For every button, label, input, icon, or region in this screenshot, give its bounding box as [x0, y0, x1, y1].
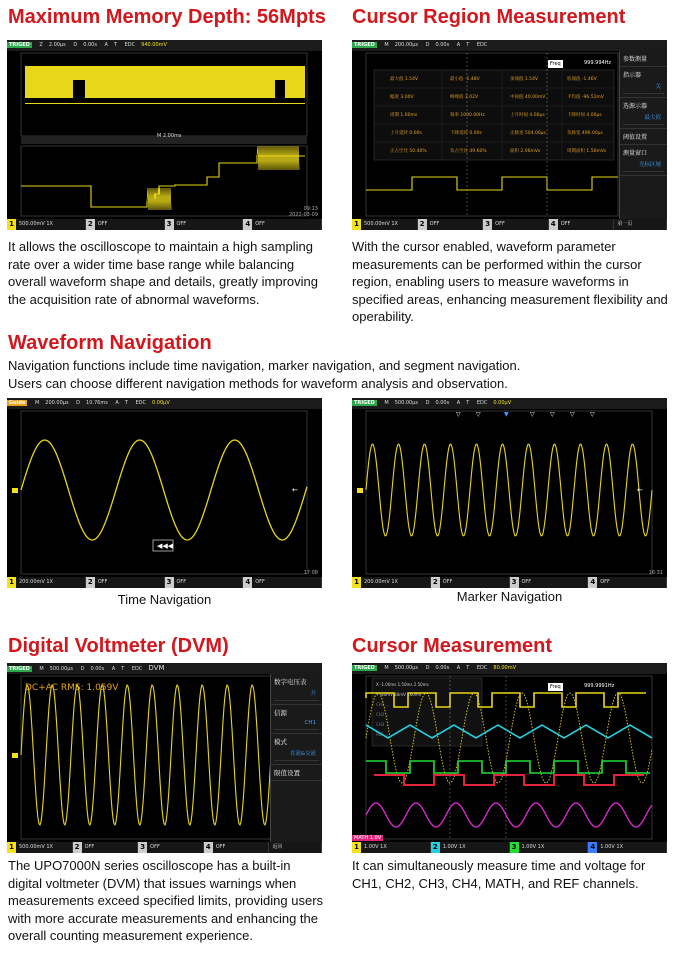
dvm-readout: DC+AC RMS: 1.059V: [25, 683, 119, 693]
time-navigation-screen: [7, 398, 322, 588]
svg-text:上升时间 4.00μs: 上升时间 4.00μs: [510, 113, 545, 118]
timestamp: 09:13 2022-03-09: [288, 206, 318, 218]
marker-navigation-screen: [352, 398, 667, 588]
svg-text:幅度 3.00V: 幅度 3.00V: [390, 95, 414, 100]
menu-source[interactable]: 选源示器 最大值: [620, 98, 667, 129]
channel-1[interactable]: 1 200.00mV 1X: [7, 577, 86, 588]
channel-2[interactable]: 2 OFF: [73, 842, 139, 853]
svg-text:底端值 -1.46V: 底端值 -1.46V: [567, 77, 597, 82]
marker-navigation-caption: Marker Navigation: [456, 589, 563, 604]
channel-1[interactable]: 1 500.00mV 1X: [352, 219, 418, 230]
channel-2[interactable]: 2 OFF: [418, 219, 484, 230]
menu-threshold[interactable]: 阈值设置: [620, 129, 667, 145]
channel-bar: [7, 219, 322, 230]
svg-text:X -1.00ms 1.50ms 2.50ms: X -1.00ms 1.50ms 2.50ms: [376, 682, 429, 687]
svg-text:负脉宽 496.00μs: 负脉宽 496.00μs: [567, 131, 603, 136]
svg-text:下降延时 0.00s: 下降延时 0.00s: [450, 131, 482, 136]
channel-2[interactable]: 2 OFF: [86, 219, 165, 230]
cursor-region-scope-screen: [352, 40, 667, 230]
svg-text:←: ←: [637, 486, 643, 494]
channel-3[interactable]: 3 OFF: [165, 577, 244, 588]
channel-1[interactable]: 1 1.00V 1X: [352, 842, 431, 853]
channel-3[interactable]: 3 OFF: [510, 577, 589, 588]
svg-text:平均值 -96.51mV: 平均值 -96.51mV: [567, 95, 604, 100]
time-navigation-caption: Time Navigation: [117, 592, 212, 607]
svg-text:峰峰值 3.02V: 峰峰值 3.02V: [450, 95, 479, 100]
channel-4[interactable]: 4 OFF: [243, 577, 322, 588]
svg-text:最大值 1.54V: 最大值 1.54V: [390, 77, 419, 82]
channel-1[interactable]: 1 500.00mV 1X: [7, 842, 73, 853]
svg-text:正占空比 50.40%: 正占空比 50.40%: [390, 149, 427, 154]
svg-text:▽: ▽: [530, 411, 535, 418]
marker-nav-waveform: [352, 398, 667, 588]
svg-text:顶端值 1.54V: 顶端值 1.54V: [510, 77, 539, 82]
cursor-waveform: [352, 663, 667, 853]
channel-4[interactable]: 4 OFF: [243, 219, 322, 230]
timestamp: 17:08: [303, 570, 318, 576]
channel-4[interactable]: 4 1.00V 1X: [588, 842, 667, 853]
channel-bar: [352, 842, 667, 853]
freq-label: Freq: [550, 684, 561, 690]
channel-2[interactable]: 2 OFF: [86, 577, 165, 588]
status-bar: TRIGED M 500.00μs D 0.00s A T EDC 0.00μV: [352, 398, 667, 409]
memory-title: Maximum Memory Depth: 56Mpts: [8, 6, 326, 28]
navigation-text-2: Users can choose different navigation methods for waveform analysis and observation.: [8, 376, 508, 391]
svg-text:CH2 ...: CH2 ...: [376, 712, 390, 717]
svg-text:正脉宽 504.00μs: 正脉宽 504.00μs: [510, 131, 546, 136]
menu-source[interactable]: 信源 CH1: [271, 705, 322, 734]
menu-limit[interactable]: 限值设置: [271, 765, 322, 781]
svg-text:Y -80mV 80mV 160mV: Y -80mV 80mV 160mV: [376, 692, 422, 697]
svg-text:周期面积 1.50mVs: 周期面积 1.50mVs: [567, 149, 607, 154]
channel-4[interactable]: 4 OFF: [588, 577, 667, 588]
time-nav-waveform: [7, 398, 322, 588]
channel-2[interactable]: 2 1.00V 1X: [431, 842, 510, 853]
svg-text:上升延时 0.00s: 上升延时 0.00s: [390, 131, 422, 136]
svg-text:下降时间 4.00μs: 下降时间 4.00μs: [567, 113, 602, 118]
navigation-text-1: Navigation functions include time navigation, marker navigation, and segment navigation.: [8, 358, 521, 373]
svg-text:←: ←: [292, 486, 298, 494]
menu-indicator[interactable]: 指示器 关: [620, 67, 667, 98]
dvm-title: Digital Voltmeter (DVM): [8, 635, 229, 657]
channel-3[interactable]: 3 OFF: [483, 219, 549, 230]
back-button[interactable]: 返回: [269, 842, 322, 853]
channel-3[interactable]: 3 1.00V 1X: [510, 842, 589, 853]
svg-text:中间值 40.00mV: 中间值 40.00mV: [510, 95, 546, 100]
svg-text:▼: ▼: [504, 411, 509, 418]
first-page-button[interactable]: 第一页: [614, 219, 667, 230]
navigation-title: Waveform Navigation: [8, 332, 212, 354]
dvm-text: The UPO7000N series oscilloscope has a built-in digital voltmeter (DVM) that issues warnings when measurements exceed specified limits, providing users with more accurate measurements and enhancing the overall counting measurement experience.: [8, 858, 324, 943]
channel-4[interactable]: 4 OFF: [204, 842, 270, 853]
channel-4[interactable]: 4 OFF: [549, 219, 615, 230]
freq-value: 999.9991Hz: [584, 683, 615, 689]
memory-scope-screen: [7, 40, 322, 230]
dvm-scope-screen: [7, 663, 322, 853]
svg-text:周期 1.00ms: 周期 1.00ms: [390, 113, 418, 118]
channel-1[interactable]: 1 500.00mV 1X: [7, 219, 86, 230]
math-label: MATH 1.0V: [354, 835, 382, 841]
svg-text:最小值 -1.48V: 最小值 -1.48V: [450, 77, 480, 82]
channel-2[interactable]: 2 OFF: [431, 577, 510, 588]
status-bar: TRIGED Z 2.00μs D 0.00s A T EDC 940.00mV: [7, 40, 322, 51]
svg-text:CH3 ...: CH3 ...: [376, 722, 390, 727]
svg-text:▽: ▽: [570, 411, 575, 418]
svg-text:面积 2.06mVs: 面积 2.06mVs: [510, 149, 541, 154]
cursor-text: It can simultaneously measure time and voltage for CH1, CH2, CH3, CH4, MATH, and REF channels.: [352, 858, 646, 891]
memory-text: It allows the oscilloscope to maintain a high sampling rate over a wider time base range while balancing overall waveform shape and details, greatly improving the acquisition rate of abnormal waveforms.: [8, 239, 318, 307]
freq-value: 999.994Hz: [584, 60, 612, 66]
menu-mode[interactable]: 模式 直流&交流: [271, 734, 322, 765]
channel-3[interactable]: 3 OFF: [138, 842, 204, 853]
svg-text:▽: ▽: [550, 411, 555, 418]
menu-dvm[interactable]: 数字电压表 开: [271, 674, 322, 705]
status-bar: Guide M 200.00μs D 10.76ms A T EDC 0.00μV: [7, 398, 322, 409]
status-bar: TRIGED M 500.00μs D 0.00s A T EDC DVM: [7, 663, 322, 674]
dvm-menu: [270, 674, 322, 842]
channel-bar: [352, 577, 667, 588]
cursor-title: Cursor Measurement: [352, 635, 553, 657]
svg-text:频率 1000.00Hz: 频率 1000.00Hz: [450, 113, 485, 118]
channel-bar: [7, 577, 322, 588]
zoom-label: M 2.00ms: [157, 133, 182, 139]
svg-text:REF ...: REF ...: [376, 732, 389, 737]
channel-3[interactable]: 3 OFF: [165, 219, 244, 230]
channel-bar: [7, 842, 322, 853]
cursor-region-title: Cursor Region Measurement: [352, 6, 626, 28]
svg-text:负占空比 49.60%: 负占空比 49.60%: [450, 149, 487, 154]
channel-bar: [352, 219, 667, 230]
svg-text:▽: ▽: [590, 411, 595, 418]
svg-text:◀◀◀: ◀◀◀: [157, 542, 174, 550]
status-bar: TRIGED M 500.00μs D 0.00s A T EDC 80.00mV: [352, 663, 667, 674]
menu-window[interactable]: 测量窗口 光标区域: [620, 145, 667, 176]
param-menu: [619, 51, 667, 219]
cursor-region-text: With the cursor enabled, waveform parameter measurements can be performed within the cursor region, enabling users to measure waveforms in specified areas, enhancing measurement flexibility and operability.: [352, 239, 668, 324]
menu-title: 参数测量: [620, 51, 667, 67]
svg-text:CH1 ...: CH1 ...: [376, 702, 390, 707]
status-bar: TRIGED M 200.00μs D 0.00s A T EDC: [352, 40, 667, 51]
timestamp: 16:31: [648, 570, 663, 576]
cursor-scope-screen: [352, 663, 667, 853]
svg-text:▽: ▽: [476, 411, 481, 418]
freq-label: Freq: [550, 61, 561, 67]
channel-1[interactable]: 1 200.00mV 1X: [352, 577, 431, 588]
svg-text:▽: ▽: [456, 411, 461, 418]
